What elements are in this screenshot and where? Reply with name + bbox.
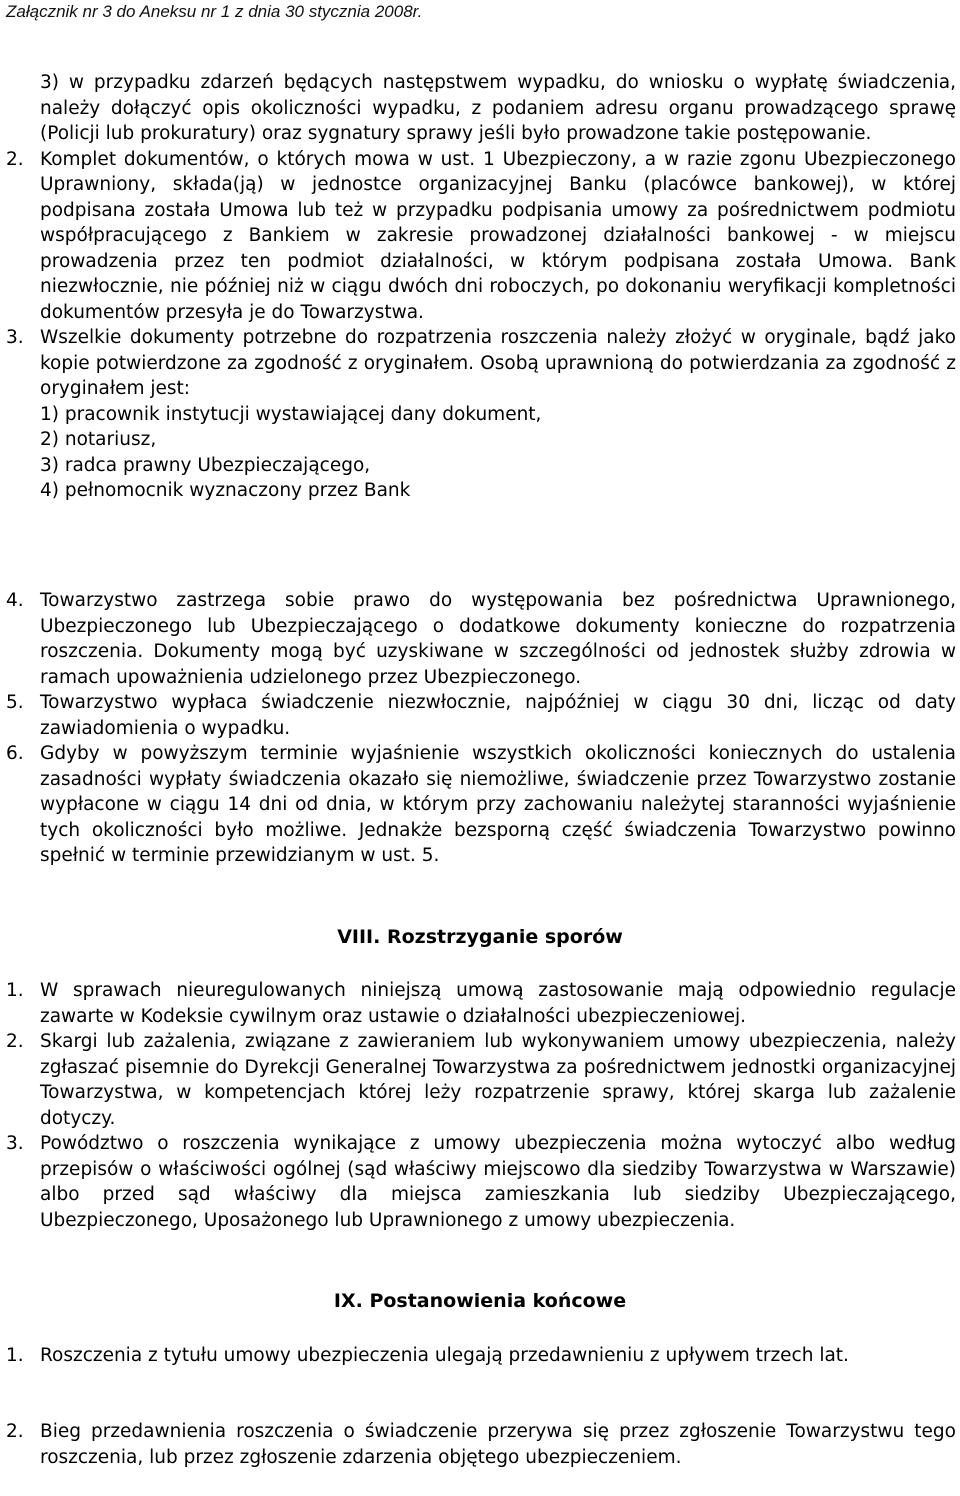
item-number: 5.	[6, 692, 24, 713]
list-item-6	[6, 741, 956, 869]
sub-item: 1) pracownik instytucji wystawiającej dany dokument,	[40, 403, 542, 425]
paragraph-text: Powództwo o roszczenia wynikające z umowy ubezpieczenia można wytoczyć albo według przepisów o właściwości ogólnej (sąd właściwy miejscowo dla siedziby Towarzystwa w Warszawie) albo przed sąd właściwy dla miejsca zamieszkania lub siedziby Ubezpieczającego, Ubezpieczonego, Uposażonego lub Uprawnionego z umowy ubezpieczenia.	[40, 1133, 956, 1231]
paragraph-text: Wszelkie dokumenty potrzebne do rozpatrzenia roszczenia należy złożyć w oryginale, bądź jako kopie potwierdzone za zgodność z oryginałem. Osobą uprawnioną do potwierdzania za zgodność z oryginałem jest:	[40, 327, 956, 399]
item-number: 3.	[6, 327, 24, 348]
item-number: 2.	[6, 1421, 24, 1442]
item-number: 6.	[6, 743, 24, 764]
section-claims-procedure	[6, 70, 956, 504]
paragraph-text: Roszczenia z tytułu umowy ubezpieczenia ulegają przedawnieniu z upływem trzech lat.	[40, 1345, 849, 1366]
list-item-3-3	[6, 70, 956, 147]
item-number: 2.	[6, 1031, 24, 1052]
list-item	[6, 978, 956, 1029]
paragraph-text: Skargi lub zażalenia, związane z zawieraniem lub wykonywaniem umowy ubezpieczenia, należy zgłaszać pisemnie do Dyrekcji Generalnej Towarzystwa za pośrednictwem jednostki organizacyjnej Towarzystwa, w kompetencjach której leży rozpatrzenie sprawy, której skarga lub zażalenie dotyczy.	[40, 1031, 956, 1129]
item-number: 2.	[6, 148, 24, 170]
list-item-4	[6, 588, 956, 690]
list-item	[6, 1029, 956, 1131]
item-number: 3.	[6, 1133, 24, 1154]
section-ix-list	[6, 1343, 956, 1369]
list-item-5	[6, 690, 956, 741]
sub-item: 4) pełnomocnik wyznaczony przez Bank	[40, 480, 411, 501]
paragraph-text: 3) w przypadku zdarzeń będących następstwem wypadku, do wniosku o wypłatę świadczenia, należy dołączyć opis okoliczności wypadku, z podaniem adresu organu prowadzącego sprawę (Policji lub prokuratury) oraz sygnatury sprawy jeśli było prowadzone takie postępowanie.	[40, 72, 956, 144]
paragraph-text: W sprawach nieuregulowanych niniejszą umową zastosowanie mają odpowiednio regulacje zawarte w Kodeksie cywilnym oraz ustawie o działalności ubezpieczeniowej.	[40, 980, 956, 1027]
paragraph-text: Towarzystwo wypłaca świadczenie niezwłocznie, najpóźniej w ciągu 30 dni, licząc od daty zawiadomienia o wypadku.	[40, 692, 956, 739]
document-header: Załącznik nr 3 do Aneksu nr 1 z dnia 30 stycznia 2008r.	[6, 2, 423, 21]
paragraph-text: Bieg przedawnienia roszczenia o świadczenie przerywa się przez zgłoszenie Towarzystwu tego roszczenia, lub przez zgłoszenie zdarzenia objętego ubezpieczeniem.	[40, 1421, 956, 1468]
paragraph-text: Gdyby w powyższym terminie wyjaśnienie wszystkich okoliczności koniecznych do ustalenia zasadności wypłaty świadczenia okazało się niemożliwe, świadczenie przez Towarzystwo zostanie wypłacone w ciągu 14 dni od dnia, w którym przy zachowaniu należytej staranności wyjaśnienie tych okoliczności było możliwe. Jednakże bezsporną część świadczenia Towarzystwo powinno spełnić w terminie przewidzianym w ust. 5.	[40, 743, 956, 866]
item-number: 1.	[6, 980, 24, 1001]
section-ix-list-cont	[6, 1419, 956, 1470]
sub-item: 3) radca prawny Ubezpieczającego,	[40, 454, 371, 476]
section-heading-ix: IX. Postanowienia końcowe	[333, 1290, 627, 1312]
paragraph-text: Komplet dokumentów, o których mowa w ust. 1 Ubezpieczony, a w razie zgonu Ubezpieczonego Uprawniony, składa(ją) w jednostce organizacyjnej Banku (placówce bankowej), w której podpisana została Umowa lub też w przypadku podpisania umowy za pośrednictwem podmiotu współpracującego z Bankiem w zakresie prowadzonej działalności bankowej - w miejscu prowadzenia przez ten podmiot działalności, w którym podpisana została Umowa. Bank niezwłocznie, nie później niż w ciągu dwóch dni roboczych, po dokonaniu weryfikacji kompletności dokumentów przesyła je do Towarzystwa.	[40, 148, 956, 323]
list-item-2	[6, 147, 956, 326]
paragraph-text: Towarzystwo zastrzega sobie prawo do występowania bez pośrednictwa Uprawnionego, Ubezpieczonego lub Ubezpieczającego o dodatkowe dokumenty konieczne do rozpatrzenia roszczenia. Dokumenty mogą być uzyskiwane w szczególności od jednostek służby zdrowia w ramach upoważnienia udzielonego przez Ubezpieczonego.	[40, 590, 956, 688]
list-item	[6, 1419, 956, 1470]
sub-item: 2) notariusz,	[40, 429, 157, 450]
section-viii-list	[6, 978, 956, 1233]
item-number: 1.	[6, 1345, 24, 1366]
list-item	[6, 1343, 956, 1369]
section-claims-procedure-cont	[6, 588, 956, 869]
section-heading-viii: VIII. Rozstrzyganie sporów	[337, 926, 623, 948]
list-item-3	[6, 325, 956, 504]
list-item	[6, 1131, 956, 1233]
item-number: 4.	[6, 590, 24, 611]
